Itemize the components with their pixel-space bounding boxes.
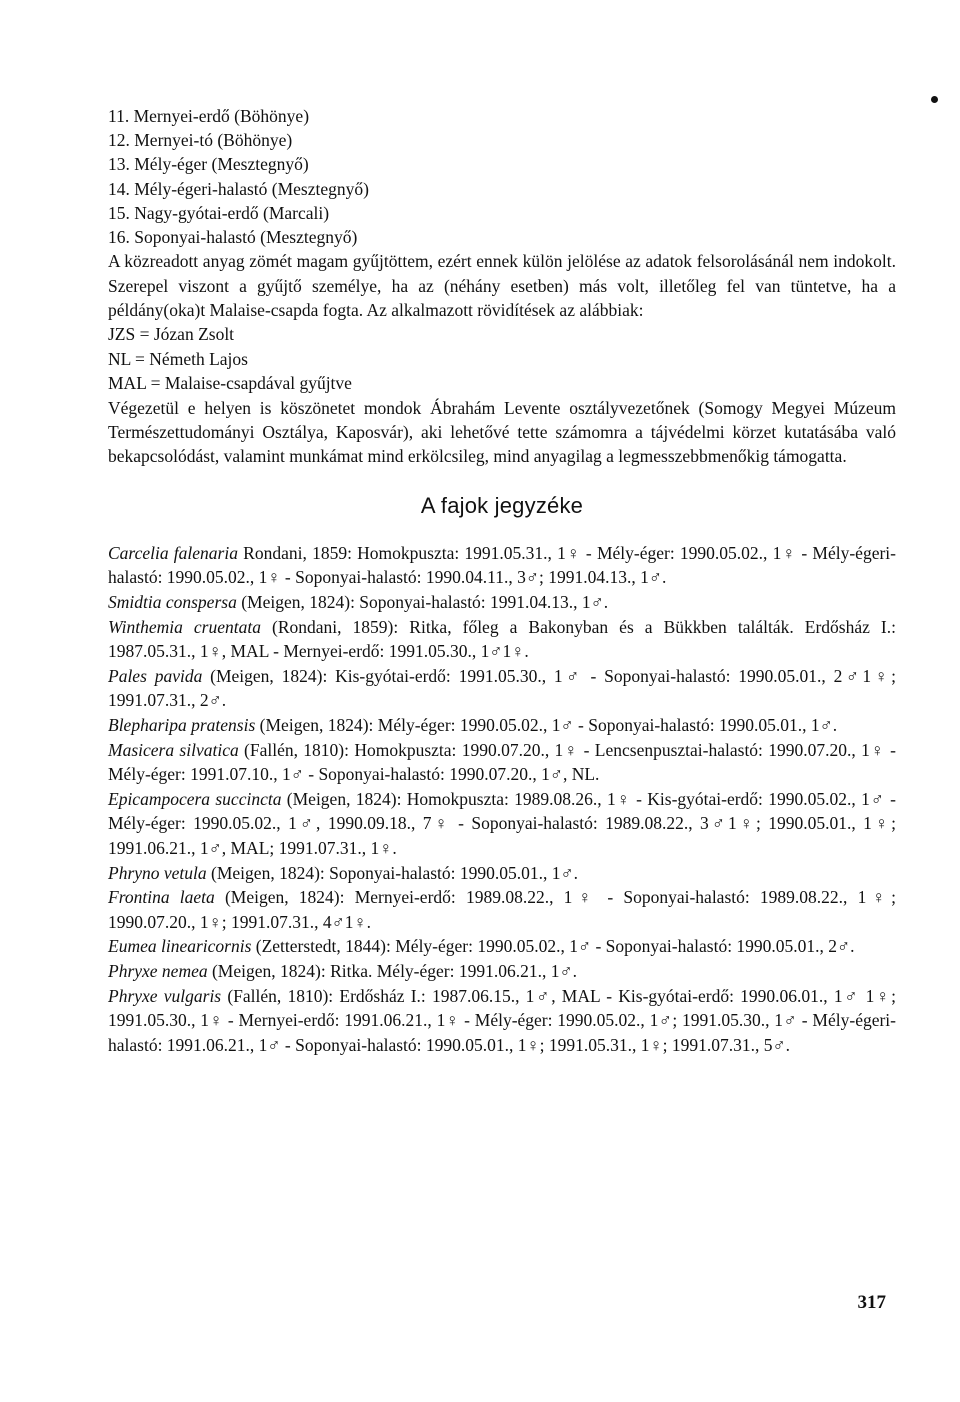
- bullet-mark: [931, 96, 938, 103]
- species-entry: [108, 590, 896, 615]
- species-record: (Rondani, 1859): Ritka, főleg a Bakonyban és a Bükkben találták. Erdősház I.: 1987.05.31., 1♀, MAL - Mernyei-erdő: 1991.05.30., 1♂1♀.: [108, 616, 896, 662]
- abbreviation-item: MAL = Malaise-csapdával gyűjtve: [108, 373, 352, 394]
- page-number: 317: [857, 1292, 886, 1313]
- site-item: 16. Soponyai-halastó (Mesztegnyő): [108, 227, 358, 248]
- species-name: Masicera silvatica: [108, 739, 239, 760]
- species-entry: [108, 787, 896, 861]
- species-entry: [108, 738, 896, 787]
- site-item: 11. Mernyei-erdő (Böhönye): [108, 106, 310, 126]
- site-item: 13. Mély-éger (Mesztegnyő): [108, 154, 309, 175]
- species-record: (Meigen, 1824): Mély-éger: 1990.05.02., 1♂ - Soponyai-halastó: 1990.05.01., 1♂.: [255, 715, 838, 736]
- site-item: 14. Mély-égeri-halastó (Mesztegnyő): [108, 178, 369, 199]
- species-name: Frontina laeta: [108, 887, 215, 908]
- species-list: [108, 541, 896, 1057]
- species-name: Phryxe nemea: [108, 960, 208, 981]
- species-entry: [108, 615, 896, 664]
- species-entry: [108, 959, 896, 984]
- species-name: Blepharipa pratensis: [108, 715, 256, 736]
- abbreviation-item: JZS = Józan Zsolt: [108, 324, 235, 345]
- species-record: (Meigen, 1824): Ritka. Mély-éger: 1991.06.21., 1♂.: [207, 960, 577, 981]
- species-name: Epicampocera succincta: [108, 788, 282, 809]
- species-name: Phryxe vulgaris: [108, 985, 222, 1006]
- abbreviation-item: NL = Németh Lajos: [108, 348, 248, 369]
- species-name: Pales pavida: [108, 665, 203, 686]
- species-name: Smidtia conspersa: [108, 592, 237, 613]
- species-record: Rondani, 1859: Homokpuszta: 1991.05.31., 1♀ - Mély-éger: 1990.05.02., 1♀ - Mély-égeri-halastó: 1990.05.02., 1♀ - Soponyai-halastó: 1990.04.11., 3♂; 1991.04.13., 1♂.: [108, 542, 896, 588]
- species-record: (Fallén, 1810): Erdősház I.: 1987.06.15., 1♂, MAL - Kis-gyótai-erdő: 1990.06.01., 1♂ 1♀; 1991.05.30., 1♀ - Mernyei-erdő: 1991.06.21., 1♀ - Mély-éger: 1990.05.02., 1♂; 1991.05.30., 1♂ - Mély-égeri-halastó: 1991.06.21., 1♂ - Soponyai-halastó: 1990.05.01., 1♀; 1991.05.31., 1♀; 1991.07.31., 5♂.: [108, 985, 896, 1055]
- species-name: Winthemia cruentata: [108, 616, 261, 637]
- species-record: (Zetterstedt, 1844): Mély-éger: 1990.05.02., 1♂ - Soponyai-halastó: 1990.05.01., 2♂.: [251, 936, 855, 957]
- site-list: [108, 104, 896, 249]
- species-entry: [108, 541, 896, 590]
- species-entry: [108, 713, 896, 738]
- species-entry: [108, 885, 896, 934]
- species-record: (Meigen, 1824): Soponyai-halastó: 1991.04.13., 1♂.: [236, 592, 609, 613]
- species-entry: [108, 934, 896, 959]
- species-record: (Fallén, 1810): Homokpuszta: 1990.07.20., 1♀ - Lencsenpusztai-halastó: 1990.07.20., 1♀ - Mély-éger: 1991.07.10., 1♂ - Soponyai-halastó: 1990.07.20., 1♂, NL.: [108, 739, 896, 785]
- species-entry: [108, 984, 896, 1058]
- site-item: 12. Mernyei-tó (Böhönye): [108, 130, 293, 151]
- species-entry: [108, 861, 896, 886]
- section-title: A fajok jegyzéke: [420, 492, 584, 518]
- intro-paragraph: A közreadott anyag zömét magam gyűjtöttem, ezért ennek külön jelölése az adatok felsorolásánál nem indokolt. Szerepel viszont a gyűjtő személye, ha az (néhány esetben) más volt, illetőleg fel van tüntetve, ha a példány(oka)t Malaise-csapda fogta. Az alkalmazott rövidítések az alábbiak:: [108, 251, 896, 321]
- species-name: Phryno vetula: [108, 862, 207, 883]
- acknowledgement-paragraph: Végezetül e helyen is köszönetet mondok Ábrahám Levente osztályvezetőnek (Somogy Megyei Múzeum Természettudományi Osztálya, Kaposvár), aki lehetővé tette számomra a tájvédelmi körzet kutatásába való bekapcsolódást, valamint munkámat mind erkölcsileg, mind anyagilag a legmesszebbmenőkig támogatta.: [108, 397, 896, 467]
- species-entry: [108, 664, 896, 713]
- abbreviation-list: [108, 322, 896, 395]
- site-item: 15. Nagy-gyótai-erdő (Marcali): [108, 202, 330, 223]
- species-record: (Meigen, 1824): Mernyei-erdő: 1989.08.22., 1♀ - Soponyai-halastó: 1989.08.22., 1♀; 1990.07.20., 1♀; 1991.07.31., 4♂1♀.: [108, 887, 896, 932]
- species-record: (Meigen, 1824): Kis-gyótai-erdő: 1991.05.30., 1♂ - Soponyai-halastó: 1990.05.01., 2♂1♀; 1991.07.31., 2♂.: [108, 665, 896, 711]
- species-name: Eumea linearicornis: [108, 936, 252, 957]
- species-record: (Meigen, 1824): Homokpuszta: 1989.08.26., 1♀ - Kis-gyótai-erdő: 1990.05.02., 1♂ - Mély-éger: 1990.05.02., 1♂, 1990.09.18., 7♀ - Soponyai-halastó: 1989.08.22., 3♂1♀; 1990.05.01., 1♀; 1991.06.21., 1♂, MAL; 1991.07.31., 1♀.: [108, 788, 896, 858]
- page-body: [108, 104, 896, 1057]
- species-name: Carcelia falenaria: [108, 542, 238, 563]
- species-record: (Meigen, 1824): Soponyai-halastó: 1990.05.01., 1♂.: [206, 862, 579, 883]
